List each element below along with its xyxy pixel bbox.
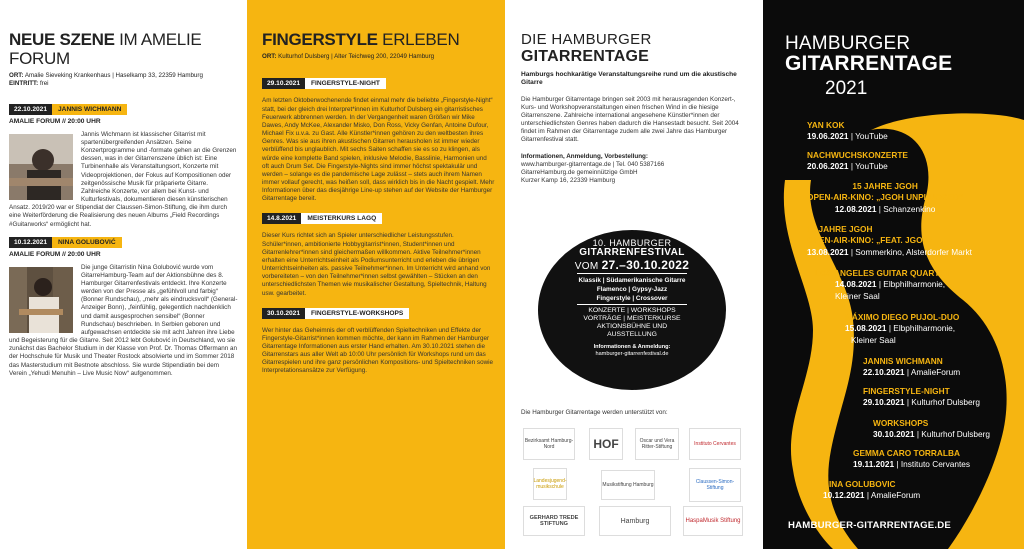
panel1-heading: NEUE SZENE IM AMELIE FORUM bbox=[9, 30, 202, 68]
program-event: WORKSHOPS 30.10.2021 | Kulturhof Dulsberg bbox=[873, 418, 991, 440]
ort-line: ORT: Kulturhof Dulsberg | Alter Teichweg 200, 22049 Hamburg bbox=[262, 53, 435, 60]
event-bar: 22.10.2021 JANNIS WICHMANN bbox=[9, 104, 238, 115]
sponsor-logo: HOF bbox=[589, 428, 623, 460]
sponsor-text: Die Hamburger Gitarrentage werden unterstützt von: bbox=[521, 409, 668, 416]
program-title-line2: GITARRENTAGE bbox=[785, 52, 953, 75]
contact-line: GitarreHamburg.de gemeinnützige GmbH bbox=[521, 168, 638, 176]
sponsor-logo: HaspaMusik Stiftung bbox=[683, 506, 743, 536]
eintritt-line: EINTRITT: frei bbox=[9, 80, 49, 88]
event-venue: AMALIE FORUM // 20:00 UHR bbox=[9, 117, 101, 125]
event-bar: 29.10.2021 FINGERSTYLE-NIGHT bbox=[262, 78, 495, 89]
sponsor-logo: Oscar und Vera Ritter-Stiftung bbox=[635, 428, 679, 460]
sponsor-logo: Musikstiftung Hamburg bbox=[601, 470, 655, 500]
program-title-line1: HAMBURGER bbox=[785, 33, 911, 54]
panel-program bbox=[763, 0, 1024, 549]
program-event: MÁXIMO DIEGO PUJOL-DUO 15.08.2021 | Elbphilharmonie, Kleiner Saal bbox=[845, 312, 960, 345]
panel-neue-szene bbox=[0, 0, 247, 549]
artist-photo bbox=[9, 134, 73, 200]
artist-photo bbox=[9, 267, 73, 333]
sponsor-logo: Hamburg bbox=[599, 506, 671, 536]
panel3-heading-bold: GITARRENTAGE bbox=[521, 48, 650, 65]
panel3-heading-light: DIE HAMBURGER bbox=[521, 31, 652, 48]
intro-text: Die Hamburger Gitarrentage bringen seit 2003 mit herausragenden Konzert-, Kurs- und Workshopveranstaltungen einen frischen Wind in die hiesige Gitarrenszene. Zahlreiche international angesehene Künstler*innen der unterschiedlichsten Genres haben dadurch die Hansestadt besucht. Seit 2004 findet im Rahmen der Gitarrentage zudem alle zwei Jahre das Hamburger Gitarrenfestival statt. bbox=[521, 95, 739, 144]
program-event: FINGERSTYLE-NIGHT 29.10.2021 | Kulturhof Dulsberg bbox=[863, 386, 981, 408]
festival-info: Informationen & Anmeldung: hamburger-gitarrenfestival.de bbox=[538, 344, 726, 358]
sponsor-logo: GERHARD TREDE STIFTUNG bbox=[523, 506, 585, 536]
sponsor-logo: Instituto Cervantes bbox=[689, 428, 741, 460]
program-title-year: 2021 bbox=[825, 78, 868, 99]
contact-line: www.hamburger-gitarrentage.de | Tel. 040 5387166 bbox=[521, 160, 665, 168]
festival-url[interactable]: hamburger-gitarrenfestival.de bbox=[595, 351, 669, 357]
event-venue: AMALIE FORUM // 20:00 UHR bbox=[9, 250, 101, 258]
event-text: Jannis Wichmann ist klassischer Gitarrist mit spartenübergreifenden Ansätzen. Seine Konzertprogramme und -formate gehen an die Grenzen dessen, was in der Gitarrenszene üblich ist: Eine Turbinenhalle als Veranstaltungsort, Konzerte mit Videoprojektionen, der Fokus auf Kompositionen oder zeitgenössische Musik für präparierte Gitarre. Zahlreiche Konzerte, vor allem bei Kunst- und Kulturfestivals, dokumentieren diesen künstlerischen Ansatz. 2019/20 war er Stipendiat der Claussen-Simon-Stiftung, die ihm durch eine Weiterförderung die Realisierung des neuen Albums „Field Recordings #Guitarworks“ ermöglicht hat. bbox=[9, 130, 237, 228]
program-event: 15 JAHRE JGOH OPEN-AIR-KINO: „JGOH UNPLUGGED“ 12.08.2021 | Schanzenkino bbox=[807, 181, 964, 214]
festival-genres: Klassik | Südamerikanische Gitarre Flamenco | Gypsy-Jazz Fingerstyle | Crossover bbox=[578, 277, 686, 302]
festival-date: VOM 27.–30.10.2022 bbox=[574, 258, 690, 272]
event-text: Wer hinter das Geheimnis der oft verblüffenden Spieltechniken und Effekte der Fingerstyle-Gitarrist*innen kommen möchte, der kann im Rahmen der Hamburger Gitarrentage Informationen aus erster Hand erhalten. Am 30.10.2021 stehen die Gitarrenstars aus aller Welt ab 10:00 Uhr persönlich für Workshops rund um das Gitarrespielen und ihre ganz persönlichen Kompositions- und Spieltechniken sowie Interpretationsansätze zur Verfügung. bbox=[262, 326, 494, 375]
panel-gitarrentage-info bbox=[505, 0, 763, 549]
event-text: Dieser Kurs richtet sich an Spieler unterschiedlicher Leistungsstufen. Schüler*innen, ambitionierte Hobbygitarrist*innen, Student*innen und Gitarrenlehrer*innen sind gleichermaßen willkommen. Aktive Teilnehmer*innen erhalten eine Unterrichtseinheit als Podiumsunterricht und erleben die übrigen Unterrichtseinheiten als. passive Teilnehmer*innen. Im Unterricht wird anhand von vorbereiteten – von den Teilnehmer*innen selbst gewählten – Stücken an den unterschiedlichsten Themen wie musikalischer Gestaltung, Spieltechnik, Haltung usw. gearbeitet. bbox=[262, 232, 491, 297]
contact-line: Kurzer Kamp 16, 22339 Hamburg bbox=[521, 177, 616, 184]
program-event: GEMMA CARO TORRALBA 19.11.2021 | Instituto Cervantes bbox=[853, 448, 971, 470]
panel-fingerstyle bbox=[247, 0, 505, 549]
festival-circle bbox=[538, 230, 726, 390]
program-event: JANNIS WICHMANN 22.10.2021 | AmalieForum bbox=[863, 356, 961, 378]
program-event: NINA GOLUBOVIC 10.12.2021 | AmalieForum bbox=[823, 479, 921, 501]
program-event: NACHWUCHSKONZERTE 20.06.2021 | YouTube bbox=[807, 150, 908, 172]
ort-line: ORT: Amalie Sieveking Krankenhaus | Haselkamp 33, 22359 Hamburg bbox=[9, 72, 203, 79]
festival-line2: GITARRENFESTIVAL bbox=[579, 247, 685, 258]
sponsor-logo: Bezirksamt Hamburg-Nord bbox=[523, 428, 575, 460]
program-event: YAN KOK 19.06.2021 | YouTube bbox=[807, 120, 888, 142]
festival-formats: KONZERTE | WORKSHOPS VORTRÄGE | MEISTERKURSE AKTIONSBÜHNE UND AUSSTELLUNG bbox=[583, 307, 681, 338]
sponsor-logo: Landesjugend-musikschule bbox=[533, 468, 567, 500]
tagline: Hamburgs hochkarätige Veranstaltungsreihe rund um die akustische Gitarre bbox=[521, 71, 737, 87]
contact-title: Informationen, Anmeldung, Vorbestellung: bbox=[521, 152, 648, 160]
website-link[interactable]: HAMBURGER-GITARRENTAGE.DE bbox=[788, 520, 951, 531]
program-event: LOS ANGELES GUITAR QUARTET 14.08.2021 | Elbphilharmonie, Kleiner Saal bbox=[815, 268, 951, 301]
event-bar: 10.12.2021 NINA GOLUBOVIĆ bbox=[9, 237, 238, 248]
program-event: 15 JAHRE JGOH OPEN-AIR-KINO: „FEAT. JGOH“ 13.08.2021 | Sommerkino, Alsterdorfer Markt bbox=[807, 224, 972, 257]
event-bar: 14.8.2021 MEISTERKURS LAGQ bbox=[262, 213, 495, 224]
event-text: Die junge Gitarristin Nina Golubović wurde vom GitarreHamburg-Team auf der Aktionsbühne des 8. Hamburger Gitarrenfestivals entdeckt. Ihre Konzerte werden von der Presse als „gefühlvoll und farbig“ (Bonner Rundschau), „mehr als eindrucksvoll“ (General-Anzeiger Bonn), „feinfühlig, gelegentlich nachdenklich und damit ausgesprochen sensibel“ (Bonner Rundschau) beschrieben. In Serbien geboren und aufgewachsen entdeckte sie mit acht Jahren ihre Liebe und Begeisterung für die Gitarre. Seit 2012 lebt Golubović in Deutschland, wo sie zunächst das Bachelor Studium in der Klasse von Prof. Dr. Thomas Offermann an der Hochschule für Musik und Theater Rostock absolvierte und im Sommer 2018 das Masterstudium mit Bestnote abschloss. Sie wurde Stipendiatin bei dem Verein „Yehudi Menuhin – Live Music Now“ aufgenommen. bbox=[9, 263, 238, 377]
event-text: Am letzten Oktoberwochenende findet einmal mehr die beliebte „Fingerstyle-Night“ statt, bei der gleich drei Interpret*innen im Kulturhof Dulsberg ein gitarristisches Feuerwerk abbrennen werden. In der Vergangenheit waren Größen wir Mike Dawes, Andy McKee, Alexander Misko, Don Ross, Vicky Genfan, Antoine Dufour, Michael Fix u.v.a. zu Gast. Alle Künstler*innen gehören zu den weltbesten ihres Genres. Was sie aus ihren akustischen Gitarren herausholen ist immer wieder verblüffend bis unglaublich. Mit sechs Saiten schaffen sie es so zu klingen, als würde eine komplette Band spielen, inklusive Melodie, Basslinie, Harmonien und oft auch Drum Set. Die Fingerstyle-Nights sind immer höchst spektakulär und werden – solange es die pandemische Lage zulässt – stets auch ihrem Namen immer vollauf gerecht, was heißen soll, dass wirklich bis in die Nacht gespielt. Mehr Informationen über das diesjährige Line-up stehen auf der Website der Hamburger Gitarrentage bereit. bbox=[262, 97, 495, 203]
sponsor-logo: Claussen-Simon-Stiftung bbox=[689, 468, 741, 502]
festival-line1: 10. HAMBURGER bbox=[592, 238, 672, 248]
panel2-heading: FINGERSTYLE ERLEBEN bbox=[262, 30, 460, 49]
event-bar: 30.10.2021 FINGERSTYLE-WORKSHOPS bbox=[262, 308, 495, 319]
